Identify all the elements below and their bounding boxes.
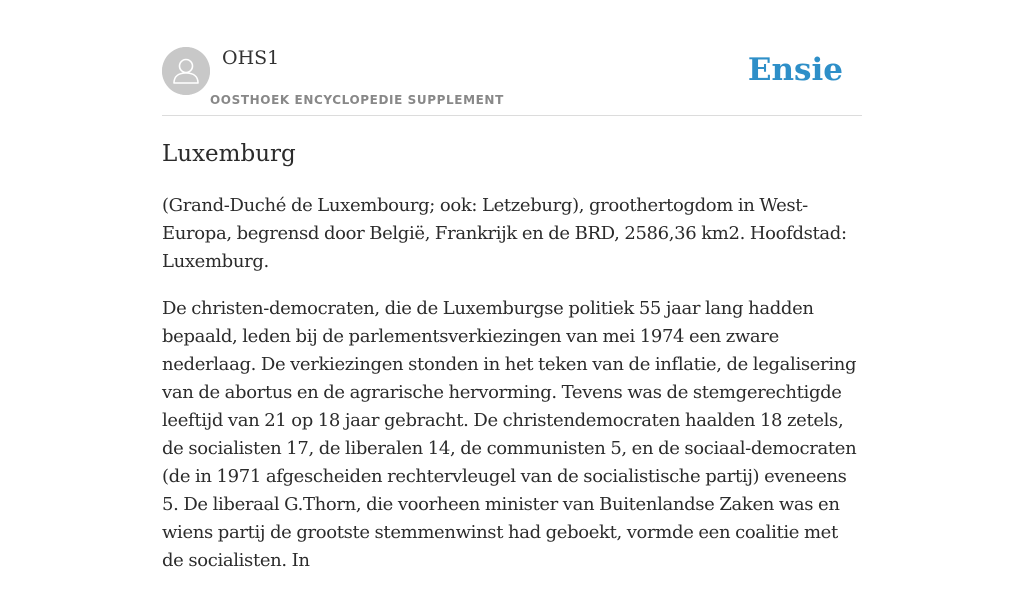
ensie-logo[interactable]: Ensie [747, 52, 843, 88]
source-label: OOSTHOEK ENCYCLOPEDIE SUPPLEMENT [210, 93, 504, 107]
user-avatar-icon[interactable] [162, 47, 210, 95]
article-body [162, 192, 862, 594]
page-header [162, 46, 862, 116]
article-paragraph: (Grand-Duché de Luxembourg; ook: Letzeburg), groothertogdom in West-Europa, begrensd door België, Frankrijk en de BRD, 2586,36 km2. Hoofdstad: Luxemburg. [162, 195, 847, 272]
author-username[interactable]: OHS1 [222, 47, 280, 69]
article-title: Luxemburg [162, 141, 296, 167]
article-paragraph: De christen-democraten, die de Luxemburgse politiek 55 jaar lang hadden bepaald, leden bij de parlementsverkiezingen van mei 1974 een zware nederlaag. De verkiezingen stonden in het teken van de inflatie, de legalisering van de abortus en de agrarische hervorming. Tevens was de stemgerechtigde leeftijd van 21 op 18 jaar gebracht. De christendemocraten haalden 18 zetels, de socialisten 17, de liberalen 14, de communisten 5, en de sociaal-democraten (de in 1971 afgescheiden rechtervleugel van de socialistische partij) eveneens 5. De liberaal G.Thorn, die voorheen minister van Buitenlandse Zaken was en wiens partij de grootste stemmenwinst had geboekt, vormde een coalitie met de socialisten. In [162, 298, 857, 571]
